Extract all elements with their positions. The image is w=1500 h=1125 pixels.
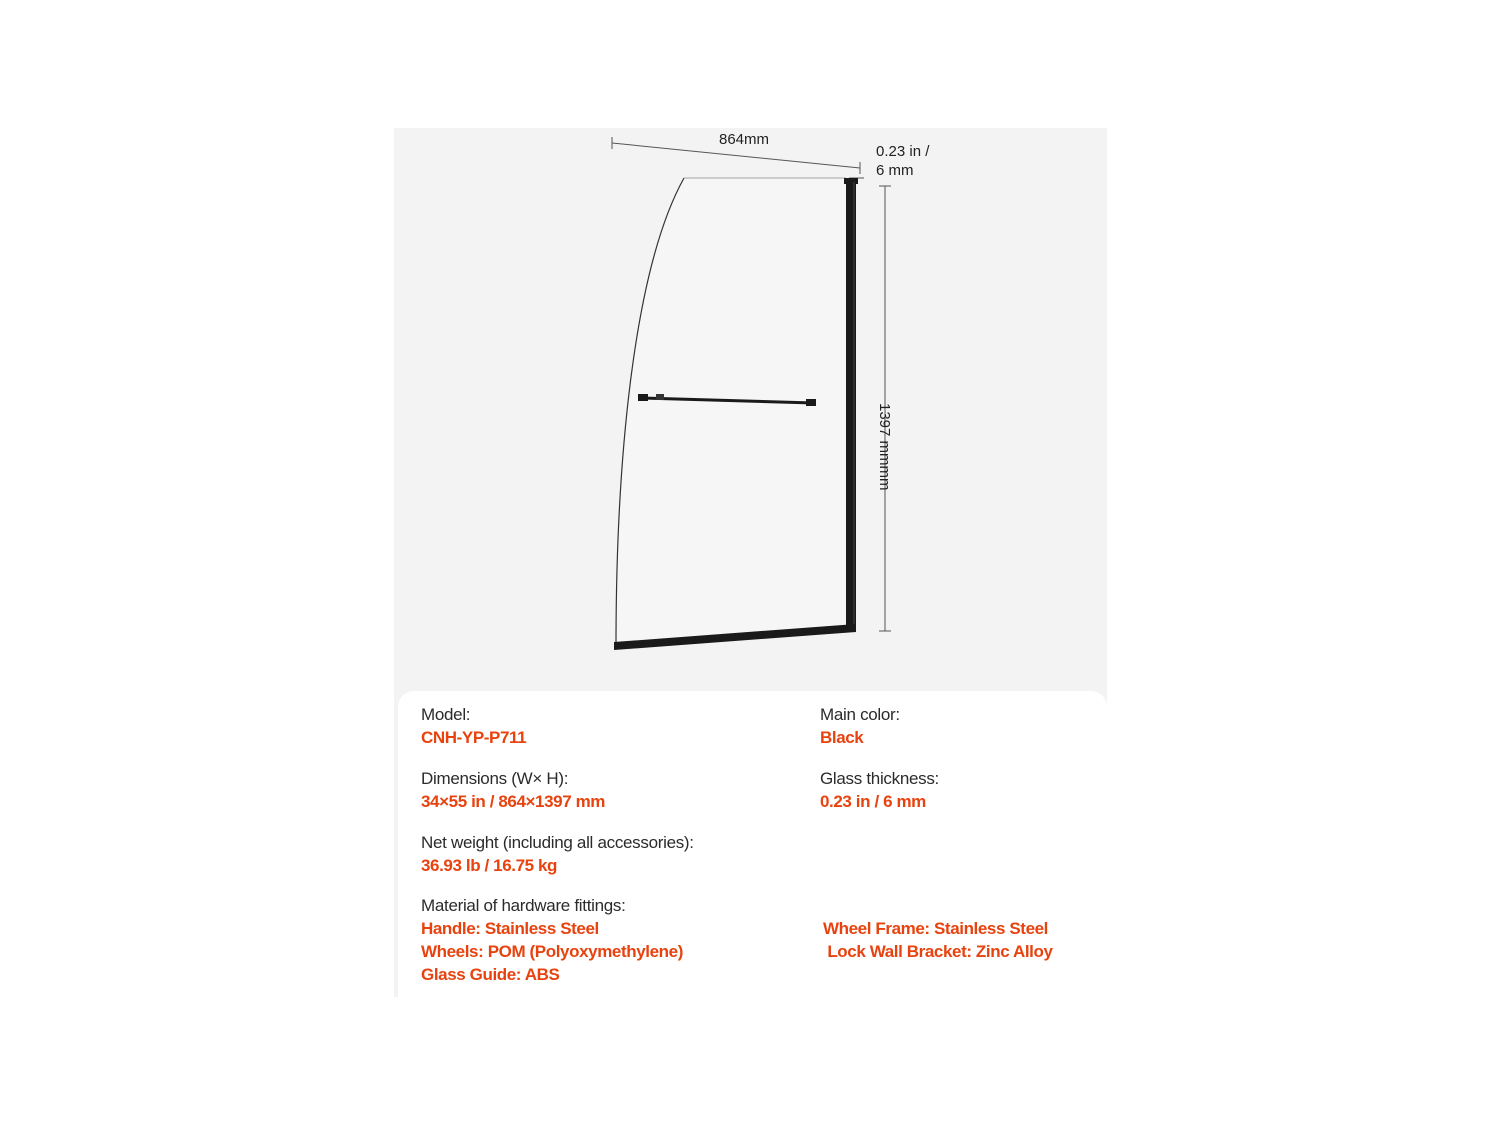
glass-panel (616, 178, 856, 646)
shower-screen-diagram (394, 128, 1107, 688)
spec-model (421, 703, 526, 749)
spec-dimensions-label: Dimensions (W× H): (421, 769, 569, 788)
spec-dimensions-value: 34×55 in / 864×1397 mm (421, 792, 606, 811)
spec-dimensions (421, 767, 605, 813)
height-dimension-label: 1397 mmmm (876, 403, 893, 491)
product-card (394, 128, 1107, 997)
spec-material-value-wheels: Wheels: POM (Polyoxymethylene) (421, 942, 683, 961)
thickness-label-line1: 0.23 in / (876, 143, 930, 160)
spec-material-label: Material of hardware fittings: (421, 896, 626, 915)
spec-material-value-glass-guide: Glass Guide: ABS (421, 965, 560, 984)
shower-screen-drawing (394, 128, 1107, 688)
spec-glass-thickness (820, 767, 939, 813)
spec-material-value-wheel-frame: Wheel Frame: Stainless Steel (823, 919, 1048, 938)
spec-model-value: CNH-YP-P711 (421, 728, 527, 747)
width-dimension-label: 864mm (719, 131, 770, 148)
thickness-dimension-label (876, 142, 929, 180)
spec-net-weight-value: 36.93 lb / 16.75 kg (421, 856, 558, 875)
spec-material (421, 894, 683, 986)
spec-material-value-handle: Handle: Stainless Steel (421, 919, 599, 938)
spec-main-color-value: Black (820, 728, 864, 747)
spec-main-color (820, 703, 900, 749)
spec-panel (398, 691, 1107, 997)
spec-net-weight-label: Net weight (including all accessories): (421, 833, 694, 852)
spec-glass-thickness-label: Glass thickness: (820, 769, 939, 788)
spec-material-value-lock-bracket: Lock Wall Bracket: Zinc Alloy (823, 942, 1053, 961)
spec-glass-thickness-value: 0.23 in / 6 mm (820, 792, 926, 811)
spec-material-right (823, 917, 1053, 963)
spec-model-label: Model: (421, 705, 471, 724)
spec-net-weight (421, 831, 694, 877)
spec-main-color-label: Main color: (820, 705, 900, 724)
thickness-label-line2: 6 mm (876, 162, 914, 179)
